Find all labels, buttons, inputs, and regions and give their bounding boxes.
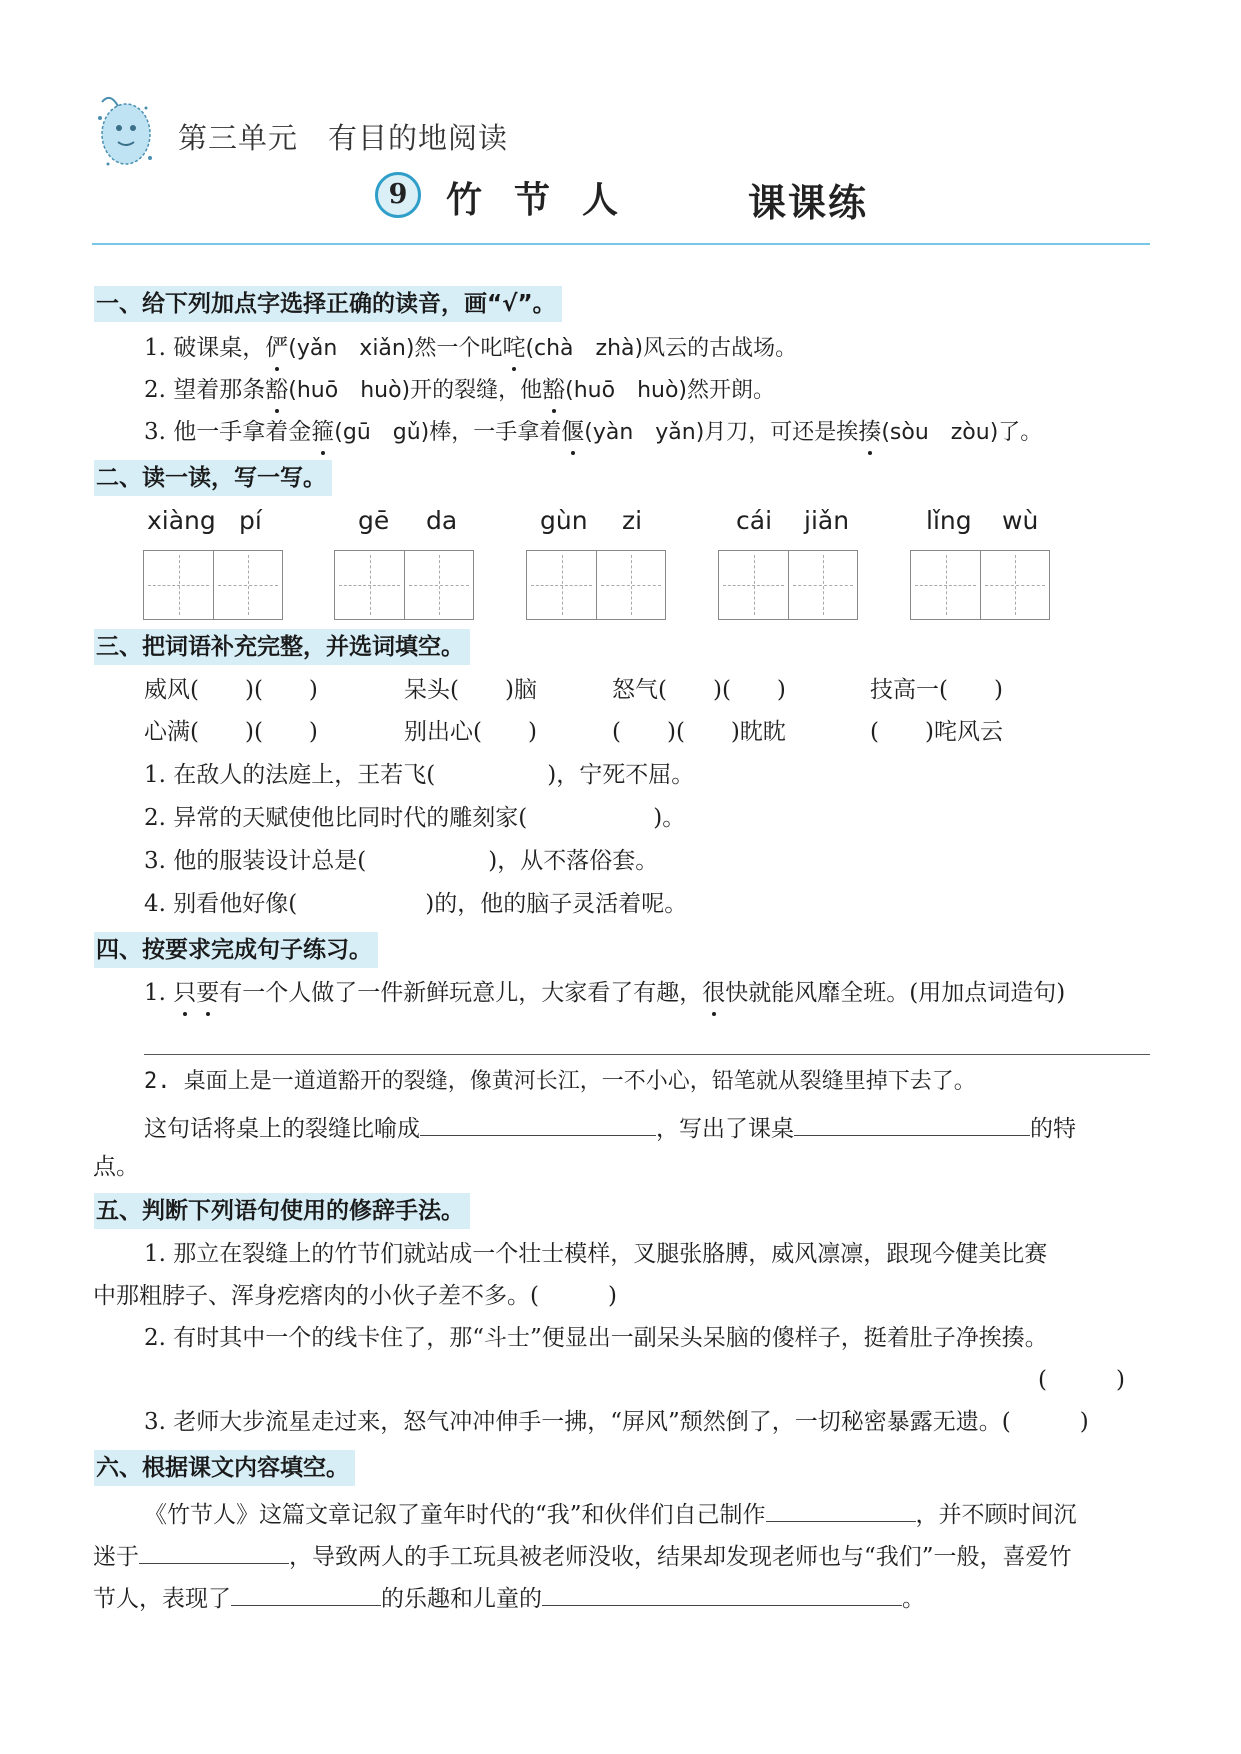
dotted-char: 咤 <box>502 330 525 366</box>
dotted-char: 偃 <box>561 414 584 450</box>
sentence-item-2: 2. 桌面上是一道道豁开的裂缝，像黄河长江，一不小心，铅笔就从裂缝里掉下去了。 <box>144 1069 976 1094</box>
fill-in-item: 2. 异常的天赋使他比同时代的雕刻家( )。 <box>144 805 686 831</box>
cartoon-mascot-icon <box>88 88 160 174</box>
section-1-item-3: 3. 他一手拿着金箍(gū gǔ)棒，一手拿着偃(yàn yǎn)月刀，可还是挨揍(sòu zòu)了。 <box>144 414 1042 451</box>
dotted-char: 要 <box>196 975 219 1011</box>
idiom-blank: 威风( )( ) <box>144 677 318 703</box>
idiom-blank: 别出心( ) <box>404 719 537 745</box>
section-1-heading: 一、给下列加点字选择正确的读音，画“√”。 <box>94 286 562 322</box>
section-1-item-1: 1. 破课桌，俨(yǎn xiǎn)然一个叱咤(chà zhà)风云的古战场。 <box>144 330 797 367</box>
writing-grid[interactable] <box>334 550 474 620</box>
summary-line-3: 节人，表现了 的乐趣和儿童的 。 <box>93 1577 925 1617</box>
answer-blank[interactable] <box>794 1107 1030 1136</box>
answer-blank[interactable] <box>139 1535 289 1564</box>
writing-grid[interactable] <box>718 550 858 620</box>
pinyin-label: lǐng <box>926 506 972 535</box>
pinyin-label: wù <box>1002 506 1039 535</box>
sentence-item-1: 1. 只要有一个人做了一件新鲜玩意儿，大家看了有趣，很快就能风靡全班。(用加点词造句) <box>144 975 1065 1011</box>
answer-blank[interactable] <box>542 1577 902 1606</box>
rhetoric-item-2-answer: ( ) <box>1038 1367 1125 1393</box>
idiom-blank: 怒气( )( ) <box>612 677 786 703</box>
idiom-blank: ( )咤风云 <box>870 719 1003 745</box>
idiom-blank: ( )( )眈眈 <box>612 719 786 745</box>
idiom-blank: 心满( )( ) <box>144 719 318 745</box>
rhetoric-item-3: 3. 老师大步流星走过来，怒气冲冲伸手一拂，“屏风”颓然倒了，一切秘密暴露无遗。( ) <box>144 1409 1089 1435</box>
pinyin-label: pí <box>239 506 262 535</box>
lesson-number-badge: 9 <box>375 172 421 218</box>
summary-line-1: 《竹节人》这篇文章记叙了童年时代的“我”和伙伴们自己制作 ，并不顾时间沉 <box>144 1493 1077 1533</box>
writing-grid[interactable] <box>143 550 283 620</box>
writing-grid[interactable] <box>526 550 666 620</box>
summary-line-2: 迷于 ，导致两人的手工玩具被老师没收，结果却发现老师也与“我们”一般，喜爱竹 <box>93 1535 1072 1575</box>
fill-in-item: 1. 在敌人的法庭上，王若飞( )，宁死不屈。 <box>144 762 695 788</box>
section-3-heading: 三、把词语补充完整，并选词填空。 <box>94 629 470 665</box>
dotted-char: 只 <box>173 975 196 1011</box>
dotted-char: 箍 <box>311 414 334 450</box>
fill-in-item: 3. 他的服装设计总是( )，从不落俗套。 <box>144 848 659 874</box>
dotted-char: 豁 <box>265 372 288 408</box>
header-divider <box>92 243 1150 245</box>
pinyin-label: xiàng <box>147 506 216 535</box>
answer-blank[interactable] <box>420 1107 656 1136</box>
dotted-char: 俨 <box>265 330 288 366</box>
answer-line[interactable] <box>144 1054 1150 1055</box>
section-2-heading: 二、读一读，写一写。 <box>94 460 332 496</box>
pinyin-label: jiǎn <box>804 506 850 535</box>
answer-blank[interactable] <box>231 1577 381 1606</box>
writing-grid[interactable] <box>910 550 1050 620</box>
section-1-item-2: 2. 望着那条豁(huō huò)开的裂缝，他豁(huō huò)然开朗。 <box>144 372 775 409</box>
pinyin-label: cái <box>736 506 773 535</box>
idiom-blank: 技高一( ) <box>870 677 1003 703</box>
pinyin-label: da <box>426 506 458 535</box>
idiom-blank: 呆头( )脑 <box>404 677 537 703</box>
pinyin-label: gē <box>358 506 390 535</box>
sentence-item-2-question: 这句话将桌上的裂缝比喻成 ，写出了课桌 的特 <box>144 1107 1076 1147</box>
practice-label: 课课练 <box>748 181 869 225</box>
section-5-heading: 五、判断下列语句使用的修辞手法。 <box>94 1193 470 1229</box>
rhetoric-item-1-cont: 中那粗脖子、浑身疙瘩肉的小伙子差不多。( ) <box>93 1283 617 1309</box>
lesson-title: 竹节人 <box>446 179 651 221</box>
section-6-heading: 六、根据课文内容填空。 <box>94 1450 355 1486</box>
dotted-char: 很 <box>702 975 725 1011</box>
sentence-item-2-tail: 点。 <box>93 1154 139 1180</box>
rhetoric-item-1: 1. 那立在裂缝上的竹节们就站成一个壮士模样，叉腿张胳膊，威风凛凛，跟现今健美比赛 <box>144 1241 1048 1267</box>
pinyin-label: zi <box>622 506 643 535</box>
rhetoric-item-2: 2. 有时其中一个的线卡住了，那“斗士”便显出一副呆头呆脑的傻样子，挺着肚子净挨揍。 <box>144 1325 1048 1351</box>
dotted-char: 揍 <box>858 414 881 450</box>
fill-in-item: 4. 别看他好像( )的，他的脑子灵活着呢。 <box>144 891 688 917</box>
unit-title: 第三单元 有目的地阅读 <box>178 121 509 155</box>
section-4-heading: 四、按要求完成句子练习。 <box>94 932 378 968</box>
answer-blank[interactable] <box>766 1493 916 1522</box>
dotted-char: 豁 <box>542 372 565 408</box>
pinyin-label: gùn <box>540 506 588 535</box>
